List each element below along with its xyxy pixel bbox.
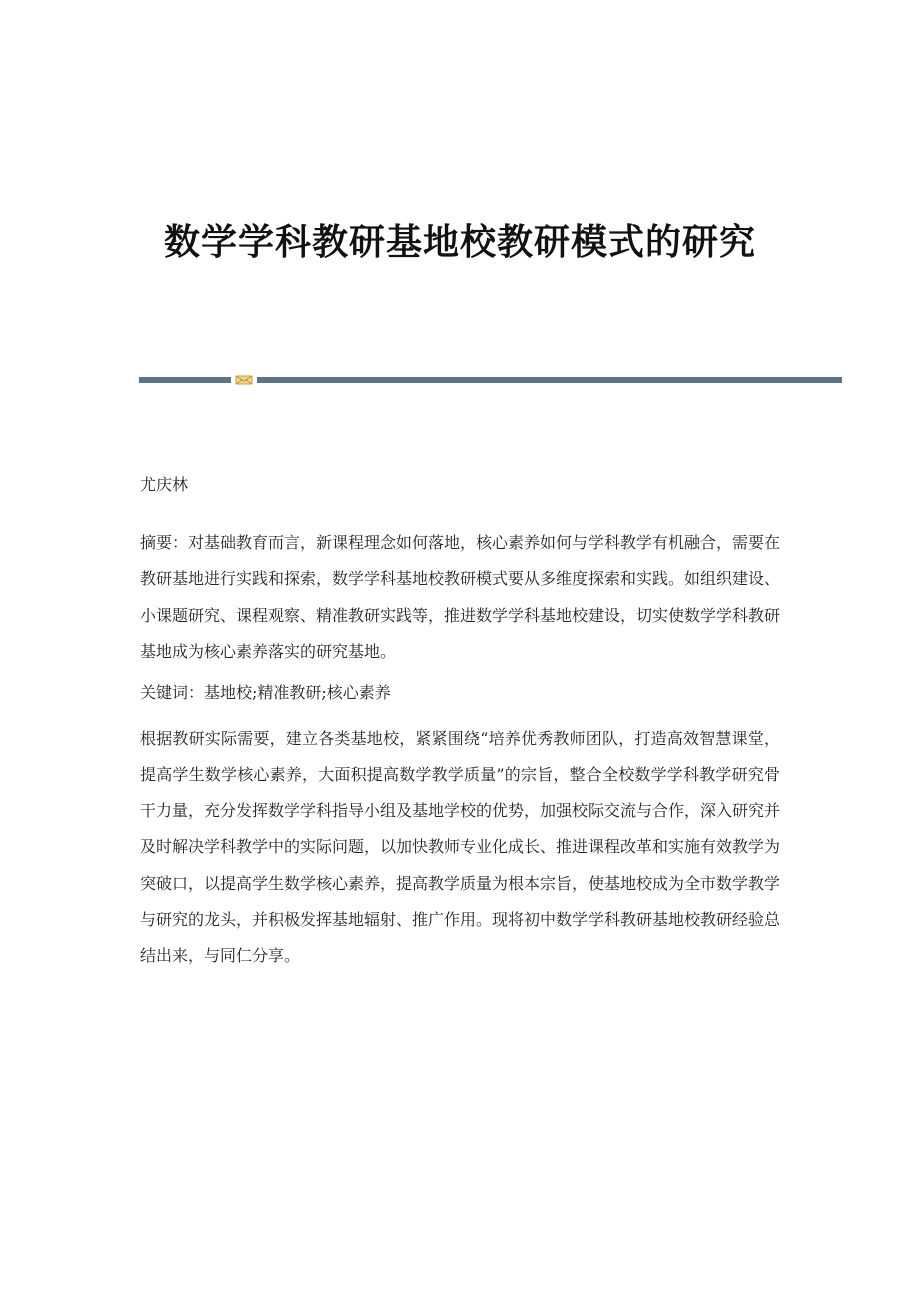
author-name: 尤庆林	[140, 475, 189, 494]
title-divider	[139, 375, 842, 385]
abstract-paragraph: 摘要：对基础教育而言，新课程理念如何落地，核心素养如何与学科教学有机融合，需要在教研基地进行实践和探索，数学学科基地校教研模式要从多维度探索和实践。如组织建设、小课题研究、课程观察、精准教研实践等，推进数学学科基地校建设，切实使数学学科教研基地成为核心素养落实的研究基地。	[140, 532, 781, 661]
document-body	[140, 470, 780, 975]
divider-bar-right	[257, 377, 842, 383]
document-title: 数学学科教研基地校教研模式的研究	[163, 221, 756, 263]
divider-ornament-icon	[235, 375, 253, 385]
divider-bar-left	[139, 377, 231, 383]
body-paragraph: 根据教研实际需要，建立各类基地校，紧紧围绕“培养优秀教师团队，打造高效智慧课堂，提高学生数学核心素养，大面积提高数学教学质量”的宗旨，整合全校数学学科教学研究骨干力量，充分发挥数学学科指导小组及基地学校的优势，加强校际交流与合作，深入研究并及时解决学科教学中的实际问题，以加快教师专业化成长、推进课程改革和实施有效教学为突破口，以提高学生数学核心素养，提高教学质量为根本宗旨，使基地校成为全市数学教学与研究的龙头，并积极发挥基地辐射、推广作用。现将初中数学学科教研基地校教研经验总结出来，与同仁分享。	[140, 728, 781, 966]
keywords-line: 关键词：基地校;精准教研;核心素养	[140, 682, 391, 702]
